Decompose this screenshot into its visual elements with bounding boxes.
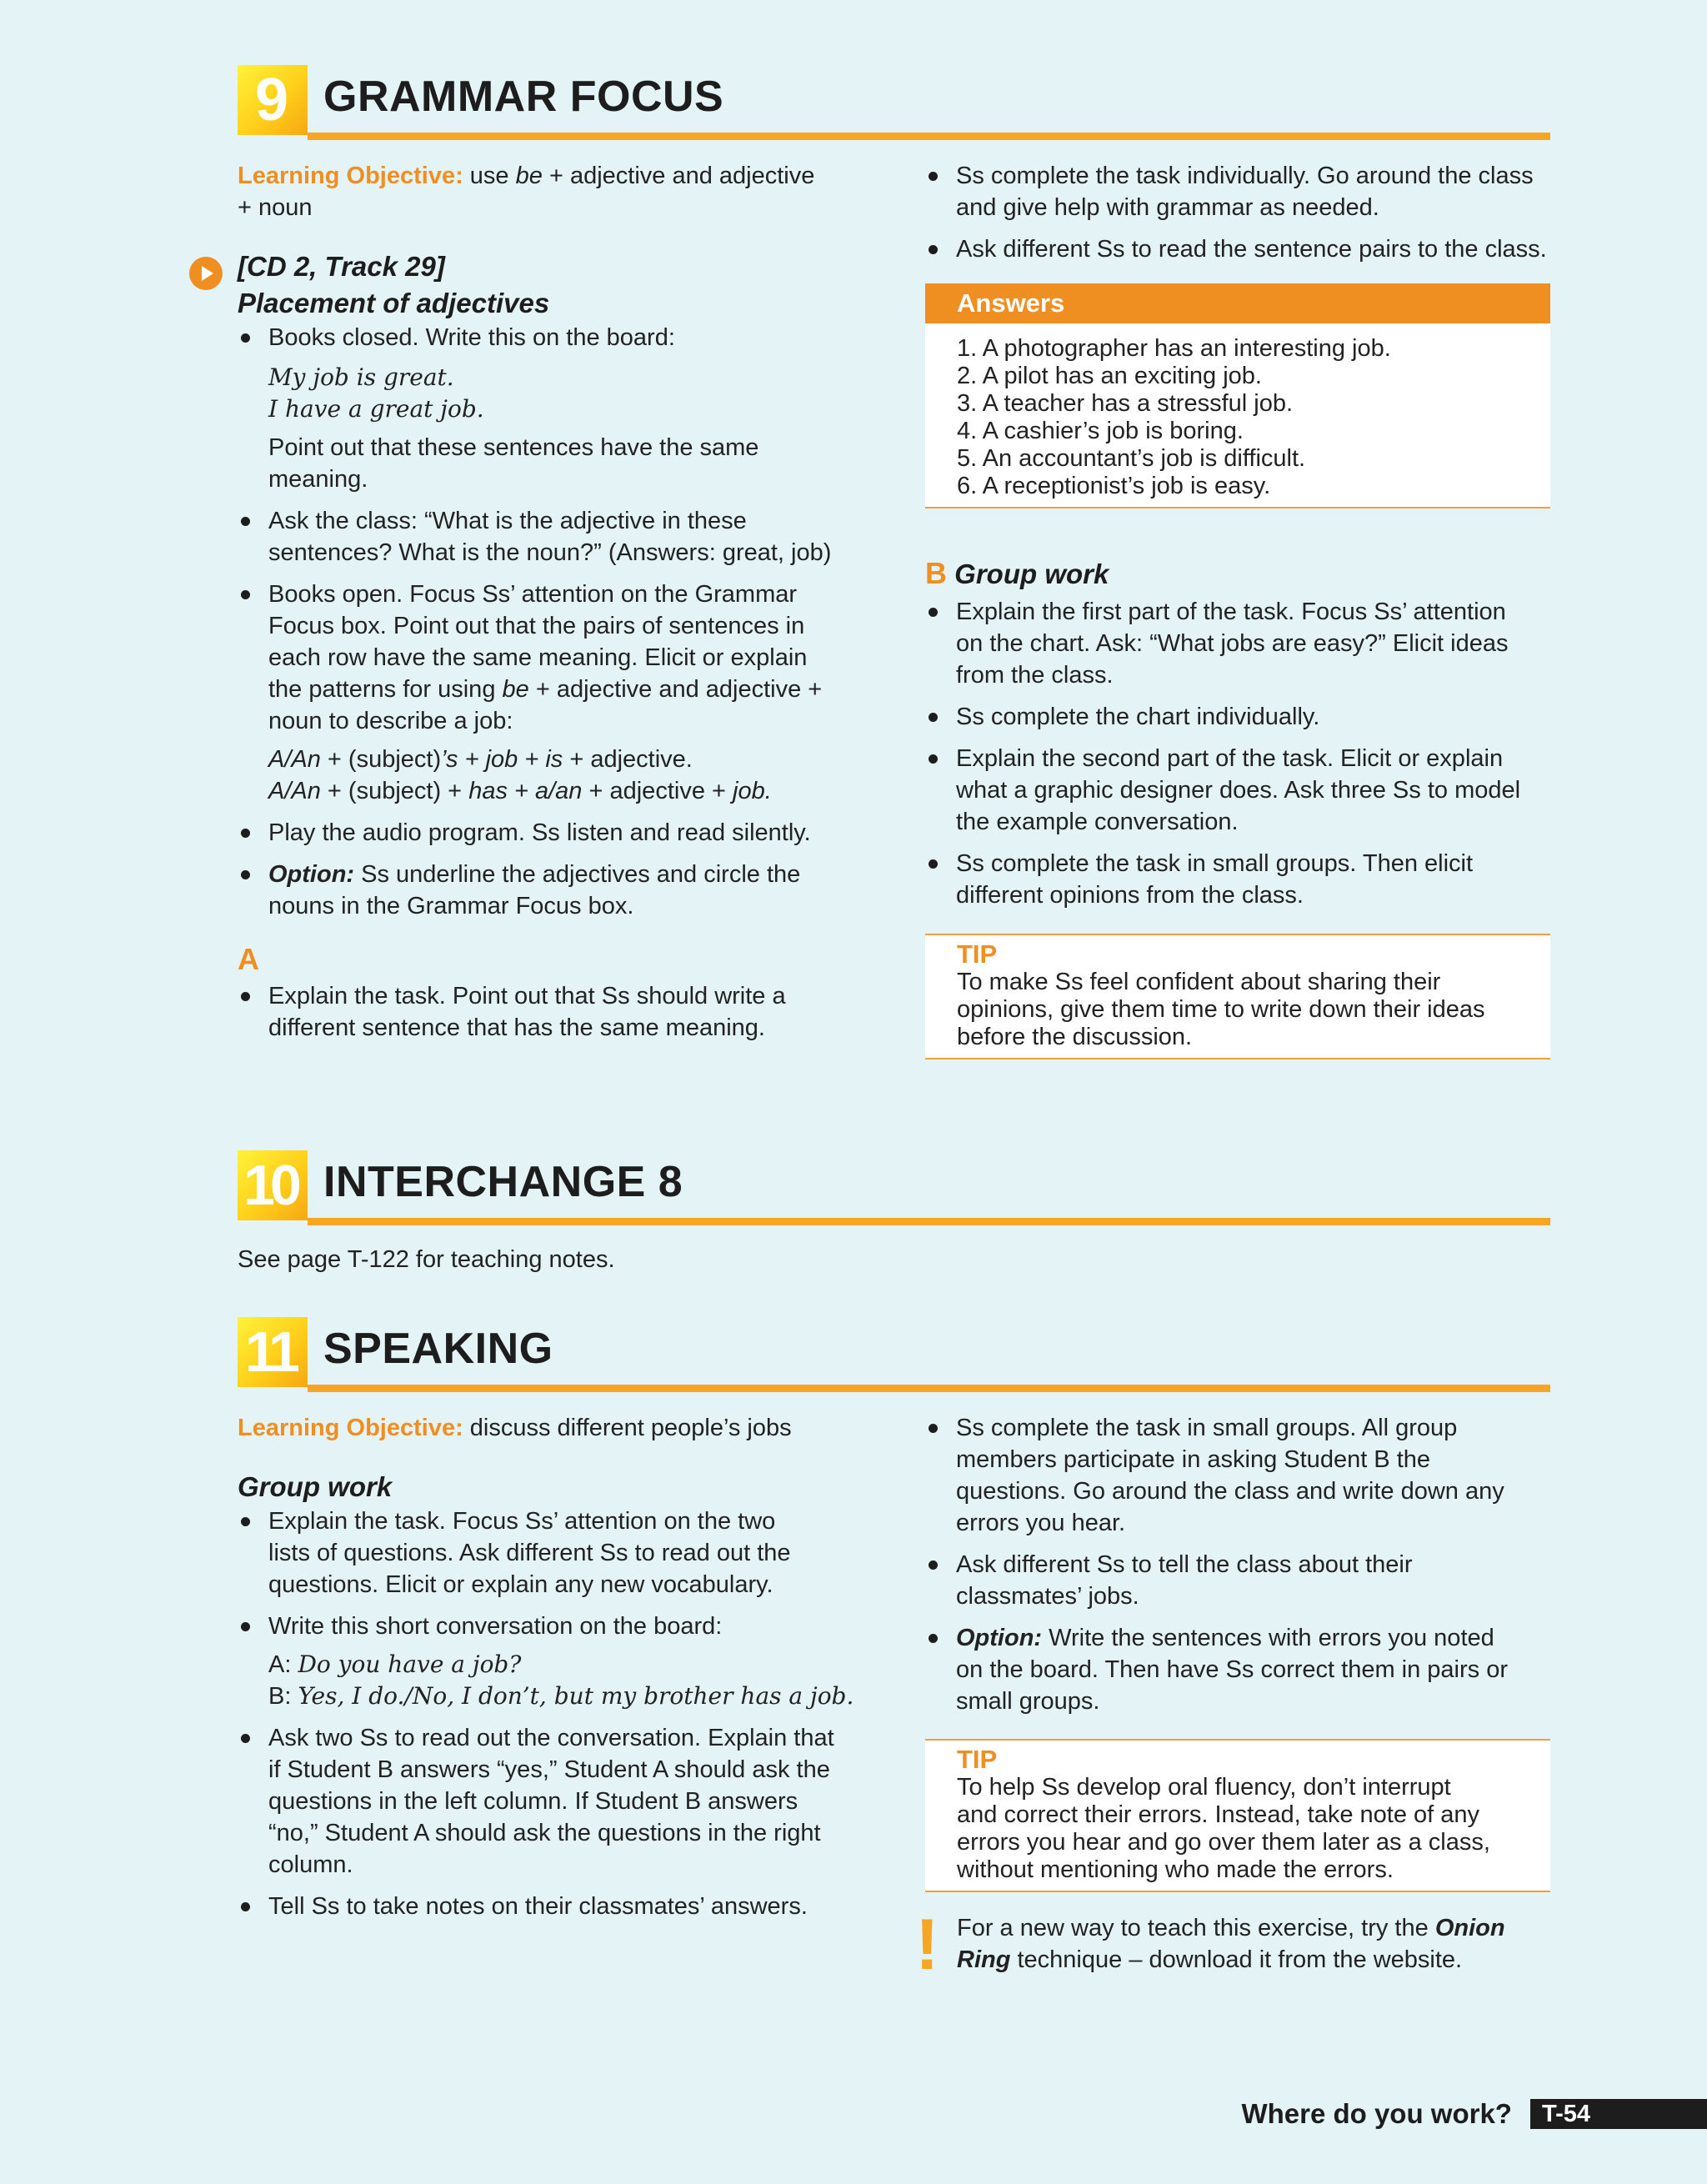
list-item: Explain the first part of the task. Focus Ss’ attention on the chart. Ask: “What jobs are easy?” Elicit ideas from the class. (925, 596, 1559, 691)
tip-box: TIP To help Ss develop oral fluency, don’t interrupt and correct their errors. Instead, take note of any errors you hear and go over them later as a class, without mentioning who made the errors. (925, 1739, 1550, 1892)
audio-play-icon[interactable] (189, 257, 223, 290)
list-item: Ask the class: “What is the adjective in these sentences? What is the noun?” (Answers: great, job) (238, 505, 871, 569)
bullet-list (925, 160, 1559, 265)
example-sentence: I have a great job. (268, 395, 484, 423)
answers-title: Answers (925, 283, 1550, 323)
subheading: Group work (954, 559, 1109, 589)
bullet-list (238, 322, 871, 922)
subheading: Placement of adjectives (238, 288, 550, 318)
cd-track-label: [CD 2, Track 29] (238, 251, 445, 282)
bullet-list (238, 980, 871, 1044)
list-item: Ss complete the chart individually. (925, 701, 1559, 733)
list-item: Ss complete the task in small groups. Then elicit different opinions from the class. (925, 848, 1559, 911)
learning-objective: Learning Objective: use be + adjective and adjective (238, 163, 815, 189)
section-9-right-column (925, 160, 1559, 275)
section-10-note: See page T-122 for teaching notes. (238, 1246, 615, 1273)
tip-label: TIP (957, 939, 998, 969)
list-item: Tell Ss to take notes on their classmates’ answers. (238, 1891, 871, 1922)
bullet-list (238, 1505, 871, 1922)
bullet-list (925, 596, 1559, 911)
list-item: Play the audio program. Ss listen and read silently. (238, 817, 871, 849)
list-item: Ask different Ss to tell the class about their classmates’ jobs. (925, 1549, 1559, 1612)
section-title: SPEAKING (323, 1325, 553, 1373)
list-item: Option: Write the sentences with errors you noted on the board. Then have Ss correct them in pairs or small groups. (925, 1622, 1559, 1717)
learning-objective-cont: + noun (238, 194, 313, 221)
subheading: Group work (238, 1471, 393, 1502)
alert-icon: ! (915, 1905, 939, 1985)
heading-rule (308, 133, 1550, 140)
answer-item: 6. A receptionist’s job is easy. (957, 473, 1271, 499)
list-item: Ss complete the task individually. Go around the class and give help with grammar as needed. (925, 160, 1559, 223)
group-work-b (925, 555, 1559, 921)
pattern-2: A/An + (subject) + has + a/an + adjective + job. (268, 778, 772, 804)
pattern-1: A/An + (subject)’s + job + is + adjective. (268, 746, 693, 773)
section-title: INTERCHANGE 8 (323, 1158, 683, 1206)
list-item: Explain the task. Point out that Ss should write a different sentence that has the same meaning. (238, 980, 871, 1044)
list-item: Write this short conversation on the board: A: Do you have a job? B: Yes, I do./No, I don’t, but my brother has a job. (238, 1610, 871, 1712)
exercise-letter-a: A (238, 942, 259, 976)
unit-title: Where do you work? (1241, 2098, 1512, 2129)
conversation-line-a: A: Do you have a job? (268, 1651, 522, 1678)
section-number: 9 (238, 65, 308, 135)
bullet-list (925, 1412, 1559, 1717)
answers-list (925, 323, 1550, 507)
list-item: Explain the task. Focus Ss’ attention on the two lists of questions. Ask different Ss to read out the questions. Elicit or explain any new vocabulary. (238, 1505, 871, 1600)
tip-label: TIP (957, 1745, 998, 1774)
conversation-line-b: B: Yes, I do./No, I don’t, but my brother has a job. (268, 1682, 854, 1710)
answer-item: 2. A pilot has an exciting job. (957, 363, 1262, 389)
section-9-left-column (238, 160, 871, 1054)
learning-objective: Learning Objective: discuss different people’s jobs (238, 1415, 792, 1441)
page-footer (1241, 2099, 1707, 2129)
list-item: Books open. Focus Ss’ attention on the Grammar Focus box. Point out that the pairs of sentences in each row have the same meaning. Elicit or explain the patterns for using be + adjective and adjective + noun to describe a job: A/An + (subject)’s + job + is + adjective. A/An + (subject) + has + a/an + adjective + job. (238, 579, 871, 807)
section-9-heading (238, 65, 1550, 140)
section-number: 10 (238, 1150, 308, 1220)
list-item: Option: Ss underline the adjectives and circle the nouns in the Grammar Focus box. (238, 859, 871, 922)
section-title: GRAMMAR FOCUS (323, 73, 724, 121)
onion-ring-note: For a new way to teach this exercise, try the Onion Ring technique – download it from the website. (957, 1915, 1505, 1973)
answer-item: 4. A cashier’s job is boring. (957, 418, 1244, 444)
list-item: Explain the second part of the task. Elicit or explain what a graphic designer does. Ask three Ss to model the example conversation. (925, 743, 1559, 838)
answers-box (925, 283, 1550, 508)
section-number: 11 (238, 1317, 308, 1387)
answer-item: 3. A teacher has a stressful job. (957, 390, 1294, 417)
section-11-left-column (238, 1412, 871, 1932)
tip-box: TIP To make Ss feel confident about sharing their opinions, give them time to write down their ideas before the discussion. (925, 934, 1550, 1059)
list-item: Ss complete the task in small groups. All group members participate in asking Student B the questions. Go around the class and write down any errors you hear. (925, 1412, 1559, 1539)
section-11-right-column (925, 1412, 1559, 1727)
heading-rule (308, 1385, 1550, 1392)
page-number: T-54 (1530, 2099, 1707, 2129)
list-item: Ask different Ss to read the sentence pairs to the class. (925, 233, 1559, 265)
answer-item: 1. A photographer has an interesting job. (957, 335, 1391, 362)
exercise-letter-b: B (925, 556, 947, 590)
answer-item: 5. An accountant’s job is difficult. (957, 445, 1306, 472)
section-11-heading (238, 1317, 1550, 1392)
list-item: Books closed. Write this on the board: My job is great. I have a great job. Point out that these sentences have the same meaning. (238, 322, 871, 495)
list-item: Ask two Ss to read out the conversation. Explain that if Student B answers “yes,” Student A should ask the questions in the left column. If Student B answers “no,” Student A should ask the questions in the right column. (238, 1722, 871, 1881)
section-10-heading (238, 1150, 1550, 1225)
heading-rule (308, 1218, 1550, 1225)
example-sentence: My job is great. (268, 363, 454, 391)
